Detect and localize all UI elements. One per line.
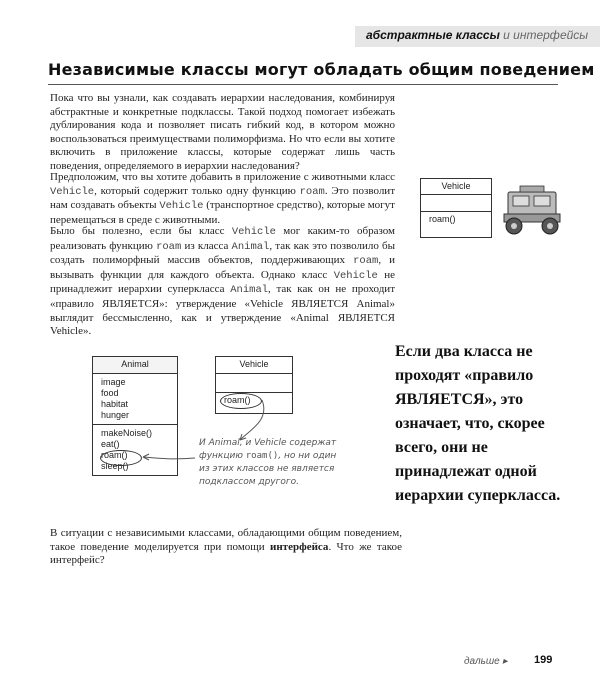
class-method: roam() — [421, 211, 491, 230]
paragraph-is-a-rule: Было бы полезно, если бы класс Vehicle мог каким-то образом реализовать функцию roam из класса Animal, так как это позволило бы создать полиморфный массив объектов, поддерживающих roam, и вызывать функции для каждого объекта. Однако класс Vehicle не принадлежит иерархии суперкласса Animal, так как он не проходит «правило ЯВЛЯЕТСЯ»: утверждение «Vehicle ЯВЛЯЕТСЯ Animal» выглядит бессмысленно, как и утверждение «Animal ЯВЛЯЕТСЯ Vehicle». — [50, 225, 396, 338]
method: roam() — [101, 450, 128, 460]
roam-highlight-circle — [100, 450, 142, 466]
next-page-link[interactable]: дальше ▸ — [464, 656, 508, 667]
paragraph-intro: Пока что вы узнали, как создавать иерархии наследования, комбинируя абстрактные и конкретные подклассы. Такой подход помогает избежать дублирования кода и позволяет писать гибкий код, в котором можно воспользоваться преимуществами полиморфизма. Но что если вы хотите включить в приложение классы, которые содержат лишь часть поведения, определяемого в иерархии наследования? — [50, 92, 395, 172]
field: food — [101, 388, 119, 398]
title-underline — [48, 84, 558, 85]
page-title: Независимые классы могут обладать общим поведением — [48, 60, 595, 79]
class-methods — [93, 424, 177, 475]
field: image — [101, 377, 126, 387]
roam-highlight-circle — [220, 393, 262, 409]
field: habitat — [101, 399, 129, 409]
section-title: абстрактные классы и интерфейсы — [366, 28, 589, 42]
class-method: roam() — [216, 392, 292, 413]
class-name: Animal — [93, 357, 177, 373]
class-name: Vehicle — [239, 359, 269, 369]
method: makeNoise() — [101, 428, 153, 438]
class-fields — [93, 373, 177, 424]
page-header — [0, 0, 600, 48]
pull-quote: Если два класса не проходят «правило ЯВЛЯЕТСЯ», это означает, что, скорее всего, они не принадлежат одной иерархии суперкласса. — [395, 343, 561, 504]
class-fields — [421, 194, 491, 211]
vehicle-class-diagram — [420, 178, 492, 238]
class-name: Vehicle — [441, 181, 471, 191]
truck-illustration — [500, 178, 564, 238]
method: eat() — [101, 439, 120, 449]
field: hunger — [101, 410, 130, 420]
method: sleep() — [101, 461, 129, 471]
page-number: 199 — [534, 654, 553, 666]
paragraph-interface: В ситуации с независимыми классами, обладающими общим поведением, такое поведение моделируется при помощи интерфейса. Что же такое интерфейс? — [50, 527, 402, 567]
paragraph-vehicle: Предположим, что вы хотите добавить в приложение с животными класс Vehicle, который содержит только одну функцию roam. Это позволит нам создавать объекты Vehicle (транспортное средство), которые могут перемещаться в среде с животными. — [50, 171, 395, 226]
handwritten-note: И Animal, и Vehicle содержат функцию roam(), но ни один из этих классов не является подклассом другого. — [199, 438, 337, 487]
class-fields — [216, 373, 292, 392]
